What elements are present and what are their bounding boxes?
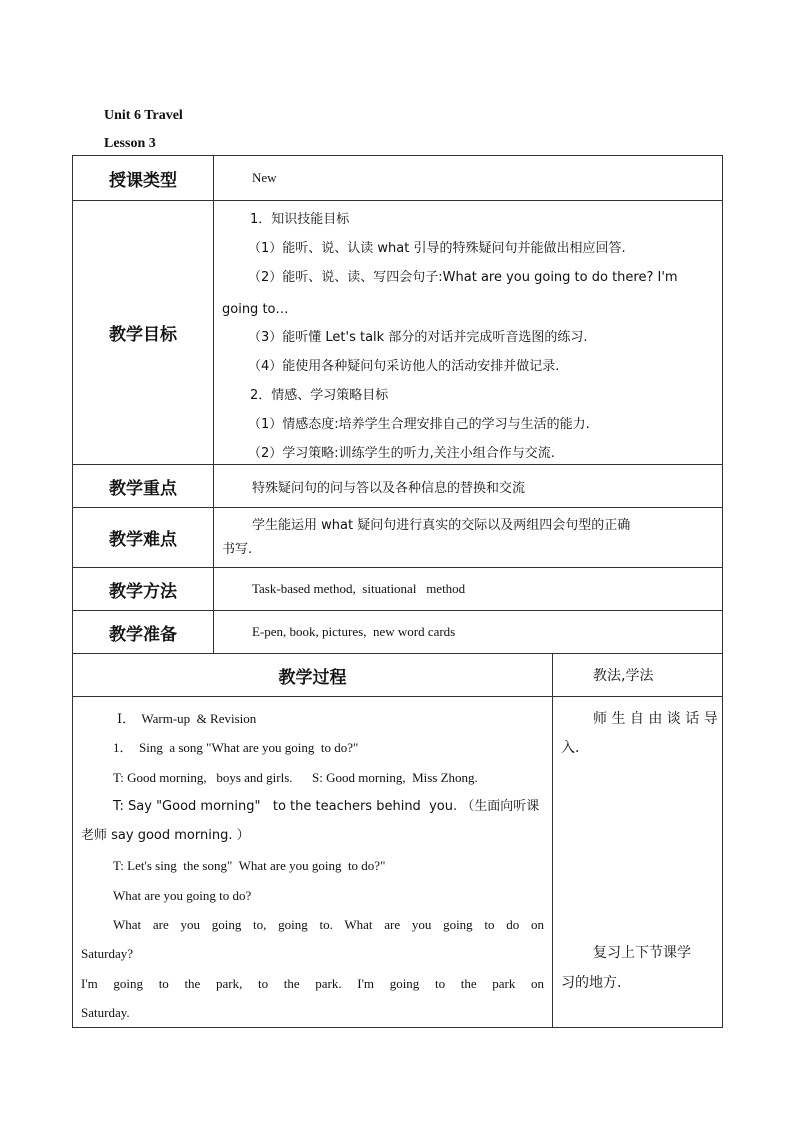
value-preparation: E-pen, book, pictures, new word cards: [214, 611, 723, 654]
method-note-line: 复习上下节课学: [593, 945, 691, 961]
process-line: What are you going to, going to. What are you going to do on: [113, 917, 544, 932]
lesson-info-table: [72, 155, 723, 654]
method-note-line: 习的地方.: [561, 975, 622, 991]
process-header: 教学过程: [73, 654, 553, 697]
objective-line: 1．知识技能目标: [250, 212, 350, 227]
value-key-points: 特殊疑问句的问与答以及各种信息的替换和交流: [214, 465, 723, 508]
value-difficulties-line2: 书写.: [222, 541, 253, 557]
row-preparation: [73, 611, 723, 654]
method-notes-cell: [553, 697, 723, 1028]
process-line: What are you going to do?: [113, 888, 252, 903]
process-header-row: [73, 654, 723, 697]
process-line: Ⅰ． Warm-up & Revision: [117, 711, 257, 726]
process-line: I'm going to the park, to the park. I'm going to the park on: [81, 976, 544, 991]
label-methods: 教学方法: [73, 568, 214, 611]
process-line: T: Let's sing the song" What are you going to do?": [113, 858, 386, 873]
process-line: 老师 say good morning. ）: [81, 828, 250, 843]
label-key-points: 教学重点: [73, 465, 214, 508]
label-preparation: 教学准备: [73, 611, 214, 654]
label-objectives: 教学目标: [73, 201, 214, 465]
process-line: Saturday.: [81, 1005, 130, 1020]
teaching-process-table: [72, 653, 723, 1028]
objective-line: （2）学习策略:训练学生的听力,关注小组合作与交流.: [248, 446, 555, 461]
objective-line: （2）能听、说、读、写四会句子:What are you going to do there? I'm: [248, 270, 678, 285]
process-line: T: Good morning, boys and girls. S: Good morning, Miss Zhong.: [113, 770, 478, 785]
row-lesson-type: [73, 156, 723, 201]
value-difficulties-line1: 学生能运用 what 疑问句进行真实的交际以及两组四会句型的正确: [252, 517, 631, 533]
row-objectives: [73, 201, 723, 465]
process-content-row: [73, 697, 723, 1028]
row-methods: [73, 568, 723, 611]
value-lesson-type: New: [214, 156, 723, 201]
method-header: 教法,学法: [553, 654, 723, 697]
objective-line: going to…: [222, 302, 289, 317]
process-line: Saturday?: [81, 946, 133, 961]
objective-line: （1）能听、说、认读 what 引导的特殊疑问句并能做出相应回答.: [248, 241, 626, 256]
objective-line: （1）情感态度:培养学生合理安排自己的学习与生活的能力.: [248, 417, 590, 432]
lesson-title: Lesson 3: [104, 136, 156, 151]
label-difficulties: 教学难点: [73, 508, 214, 568]
row-difficulties: [73, 508, 723, 568]
unit-title: Unit 6 Travel: [104, 108, 183, 123]
method-note-line: 入.: [561, 740, 580, 756]
label-lesson-type: 授课类型: [73, 156, 214, 201]
value-methods: Task-based method, situational method: [214, 568, 723, 611]
objectives-cell: [214, 201, 723, 465]
row-key-points: [73, 465, 723, 508]
process-line: T: Say "Good morning" to the teachers behind you. （生面向听课: [113, 799, 540, 814]
objective-line: 2．情感、学习策略目标: [250, 388, 389, 403]
objective-line: （4）能使用各种疑问句采访他人的活动安排并做记录.: [248, 359, 560, 374]
method-note-line: 师 生 自 由 谈 话 导: [593, 711, 718, 727]
objective-line: （3）能听懂 Let's talk 部分的对话并完成听音选图的练习.: [248, 330, 588, 345]
process-steps-cell: [73, 697, 553, 1028]
process-line: 1． Sing a song "What are you going to do?": [113, 740, 359, 755]
